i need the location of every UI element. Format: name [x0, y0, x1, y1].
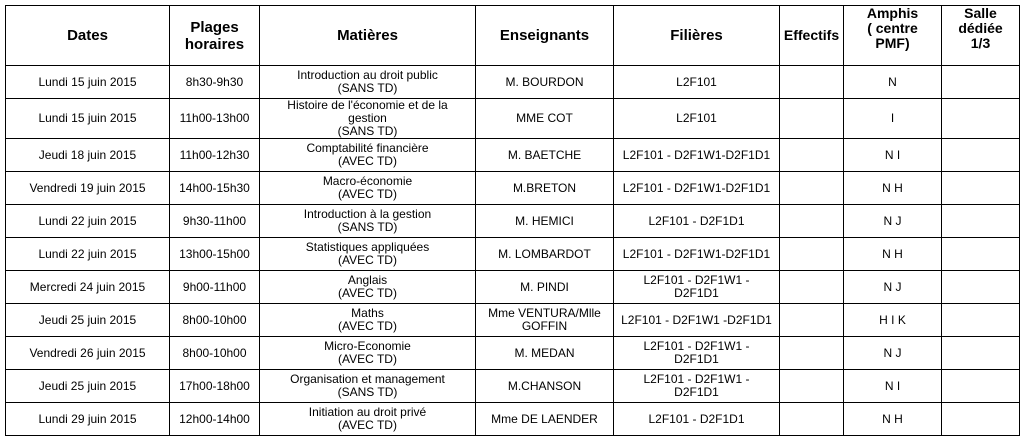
- filiere-line1: L2F101: [676, 111, 717, 125]
- subject-td: (SANS TD): [337, 81, 398, 95]
- cell-subject: [260, 370, 476, 403]
- cell-salle: [942, 370, 1020, 403]
- cell-subject: [260, 403, 476, 436]
- cell-date: Mercredi 24 juin 2015: [6, 271, 170, 304]
- cell-salle: [942, 99, 1020, 139]
- cell-effectifs: [780, 172, 844, 205]
- subject-td: (AVEC TD): [338, 253, 397, 267]
- cell-amphi: N I: [844, 370, 942, 403]
- cell-amphi: N J: [844, 271, 942, 304]
- cell-effectifs: [780, 337, 844, 370]
- subject-name: Macro-économie: [322, 174, 413, 188]
- table-row: [6, 139, 1020, 172]
- subject-name: Statistiques appliquées: [305, 240, 430, 254]
- cell-teacher: [476, 271, 614, 304]
- cell-subject: [260, 304, 476, 337]
- cell-salle: [942, 139, 1020, 172]
- subject-td: (SANS TD): [337, 220, 398, 234]
- cell-salle: [942, 172, 1020, 205]
- cell-teacher: [476, 139, 614, 172]
- filiere-line1: L2F101: [676, 74, 717, 89]
- cell-subject: [260, 205, 476, 238]
- cell-amphi: N I: [844, 139, 942, 172]
- cell-hours: 9h30-11h00: [170, 205, 260, 238]
- cell-hours: 14h00-15h30: [170, 172, 260, 205]
- subject-td: (AVEC TD): [338, 286, 397, 300]
- table-row: [6, 238, 1020, 271]
- header-amphis-line2: ( centre: [867, 20, 918, 36]
- cell-filieres: [614, 403, 780, 436]
- teacher-line1: M.CHANSON: [507, 378, 582, 393]
- cell-amphi: H I K: [844, 304, 942, 337]
- cell-date: Jeudi 18 juin 2015: [6, 139, 170, 172]
- cell-hours: 13h00-15h00: [170, 238, 260, 271]
- cell-teacher: [476, 172, 614, 205]
- teacher-line1: M. MEDAN: [514, 345, 575, 360]
- filiere-line2: D2F1D1: [674, 352, 719, 366]
- cell-filieres: [614, 304, 780, 337]
- cell-filieres: [614, 337, 780, 370]
- cell-subject: [260, 139, 476, 172]
- header-salle-line1: Salle: [964, 5, 997, 21]
- cell-amphi: N H: [844, 403, 942, 436]
- teacher-line1: MME COT: [516, 111, 573, 125]
- subject-td: (SANS TD): [337, 124, 398, 138]
- cell-amphi: N H: [844, 238, 942, 271]
- subject-name: Introduction au droit public: [297, 68, 438, 82]
- cell-hours: 8h00-10h00: [170, 337, 260, 370]
- cell-date: Jeudi 25 juin 2015: [6, 304, 170, 337]
- teacher-line1: M. HEMICI: [515, 213, 574, 228]
- subject-td: (AVEC TD): [338, 319, 397, 333]
- cell-filieres: [614, 205, 780, 238]
- table-row: [6, 205, 1020, 238]
- cell-teacher: [476, 238, 614, 271]
- cell-teacher: [476, 304, 614, 337]
- cell-amphi: I: [844, 99, 942, 139]
- teacher-line1: M. LOMBARDOT: [498, 246, 591, 261]
- cell-effectifs: [780, 205, 844, 238]
- subject-name: Organisation et management: [290, 372, 445, 386]
- cell-effectifs: [780, 238, 844, 271]
- cell-subject: [260, 172, 476, 205]
- header-salle-line2: dédiée: [958, 20, 1003, 36]
- table-row: [6, 370, 1020, 403]
- header-salle-line3: 1/3: [970, 35, 991, 51]
- cell-effectifs: [780, 370, 844, 403]
- header-enseignants: Enseignants: [476, 6, 614, 66]
- subject-name: Histoire de l'économie et de la gestion: [287, 98, 448, 125]
- filiere-line1: L2F101 - D2F1W1 -: [643, 339, 750, 353]
- cell-hours: 12h00-14h00: [170, 403, 260, 436]
- cell-subject: [260, 271, 476, 304]
- cell-effectifs: [780, 304, 844, 337]
- cell-filieres: [614, 66, 780, 99]
- header-row: [6, 6, 1020, 66]
- cell-filieres: [614, 271, 780, 304]
- header-effectifs: Effectifs: [780, 6, 844, 66]
- cell-salle: [942, 271, 1020, 304]
- filiere-line1: L2F101 - D2F1W1 -D2F1D1: [621, 312, 772, 327]
- cell-date: Lundi 22 juin 2015: [6, 238, 170, 271]
- header-amphis: [844, 6, 942, 66]
- cell-filieres: [614, 99, 780, 139]
- filiere-line1: L2F101 - D2F1W1-D2F1D1: [622, 246, 771, 261]
- cell-subject: [260, 99, 476, 139]
- cell-amphi: N: [844, 66, 942, 99]
- subject-td: (AVEC TD): [338, 187, 397, 201]
- filiere-line1: L2F101 - D2F1W1-D2F1D1: [622, 147, 771, 162]
- subject-name: Initiation au droit privé: [308, 405, 427, 419]
- header-filieres: Filières: [614, 6, 780, 66]
- table-row: [6, 66, 1020, 99]
- cell-salle: [942, 66, 1020, 99]
- subject-td: (SANS TD): [337, 385, 398, 399]
- teacher-line2: GOFFIN: [521, 319, 568, 333]
- header-matieres: Matières: [260, 6, 476, 66]
- cell-date: Lundi 15 juin 2015: [6, 99, 170, 139]
- cell-filieres: [614, 238, 780, 271]
- filiere-line2: D2F1D1: [674, 385, 719, 399]
- filiere-line1: L2F101 - D2F1W1 -: [643, 273, 750, 287]
- subject-td: (AVEC TD): [338, 418, 397, 432]
- filiere-line1: L2F101 - D2F1W1 -: [643, 372, 750, 386]
- cell-salle: [942, 337, 1020, 370]
- cell-teacher: [476, 205, 614, 238]
- filiere-line1: L2F101 - D2F1W1-D2F1D1: [622, 180, 771, 195]
- teacher-line1: Mme DE LAENDER: [491, 411, 598, 426]
- cell-effectifs: [780, 271, 844, 304]
- cell-date: Vendredi 26 juin 2015: [6, 337, 170, 370]
- cell-effectifs: [780, 139, 844, 172]
- header-plages-line1: Plages: [190, 18, 239, 36]
- cell-teacher: [476, 66, 614, 99]
- header-amphis-line3: PMF): [875, 35, 910, 51]
- cell-effectifs: [780, 403, 844, 436]
- cell-salle: [942, 238, 1020, 271]
- cell-date: Vendredi 19 juin 2015: [6, 172, 170, 205]
- cell-date: Jeudi 25 juin 2015: [6, 370, 170, 403]
- header-plages-horaires: [170, 6, 260, 66]
- table-row: [6, 403, 1020, 436]
- subject-td: (AVEC TD): [338, 352, 397, 366]
- table-row: [6, 304, 1020, 337]
- cell-amphi: N J: [844, 205, 942, 238]
- header-plages-line2: horaires: [184, 35, 245, 53]
- filiere-line2: D2F1D1: [674, 286, 719, 300]
- cell-hours: 8h30-9h30: [170, 66, 260, 99]
- cell-hours: 8h00-10h00: [170, 304, 260, 337]
- cell-filieres: [614, 172, 780, 205]
- cell-amphi: N H: [844, 172, 942, 205]
- cell-salle: [942, 304, 1020, 337]
- cell-hours: 11h00-12h30: [170, 139, 260, 172]
- exam-schedule-table: [5, 5, 1020, 436]
- cell-date: Lundi 29 juin 2015: [6, 403, 170, 436]
- cell-salle: [942, 403, 1020, 436]
- filiere-line1: L2F101 - D2F1D1: [648, 411, 745, 426]
- cell-filieres: [614, 370, 780, 403]
- teacher-line1: Mme VENTURA/Mlle: [488, 306, 601, 320]
- cell-date: Lundi 15 juin 2015: [6, 66, 170, 99]
- table-row: [6, 271, 1020, 304]
- cell-effectifs: [780, 66, 844, 99]
- cell-salle: [942, 205, 1020, 238]
- cell-teacher: [476, 370, 614, 403]
- header-amphis-line1: Amphis: [866, 5, 919, 21]
- cell-subject: [260, 66, 476, 99]
- subject-td: (AVEC TD): [338, 154, 397, 168]
- cell-date: Lundi 22 juin 2015: [6, 205, 170, 238]
- cell-effectifs: [780, 99, 844, 139]
- teacher-line1: M. BOURDON: [505, 74, 584, 89]
- subject-name: Micro-Economie: [324, 339, 411, 353]
- cell-teacher: [476, 337, 614, 370]
- teacher-line1: M. PINDI: [520, 279, 569, 294]
- cell-subject: [260, 337, 476, 370]
- cell-teacher: [476, 99, 614, 139]
- cell-hours: 9h00-11h00: [170, 271, 260, 304]
- cell-subject: [260, 238, 476, 271]
- cell-filieres: [614, 139, 780, 172]
- table-row: [6, 172, 1020, 205]
- subject-name: Maths: [351, 306, 384, 320]
- cell-hours: 17h00-18h00: [170, 370, 260, 403]
- header-salle-dediee: [942, 6, 1020, 66]
- header-dates: Dates: [6, 6, 170, 66]
- teacher-line1: M.BRETON: [512, 180, 577, 195]
- subject-name: Comptabilité financière: [306, 141, 429, 155]
- subject-name: Anglais: [347, 273, 388, 287]
- teacher-line1: M. BAETCHE: [507, 147, 582, 162]
- table-row: [6, 337, 1020, 370]
- cell-hours: 11h00-13h00: [170, 99, 260, 139]
- subject-name: Introduction à la gestion: [303, 207, 432, 221]
- cell-teacher: [476, 403, 614, 436]
- table-row: [6, 99, 1020, 139]
- cell-amphi: N J: [844, 337, 942, 370]
- filiere-line1: L2F101 - D2F1D1: [648, 213, 745, 228]
